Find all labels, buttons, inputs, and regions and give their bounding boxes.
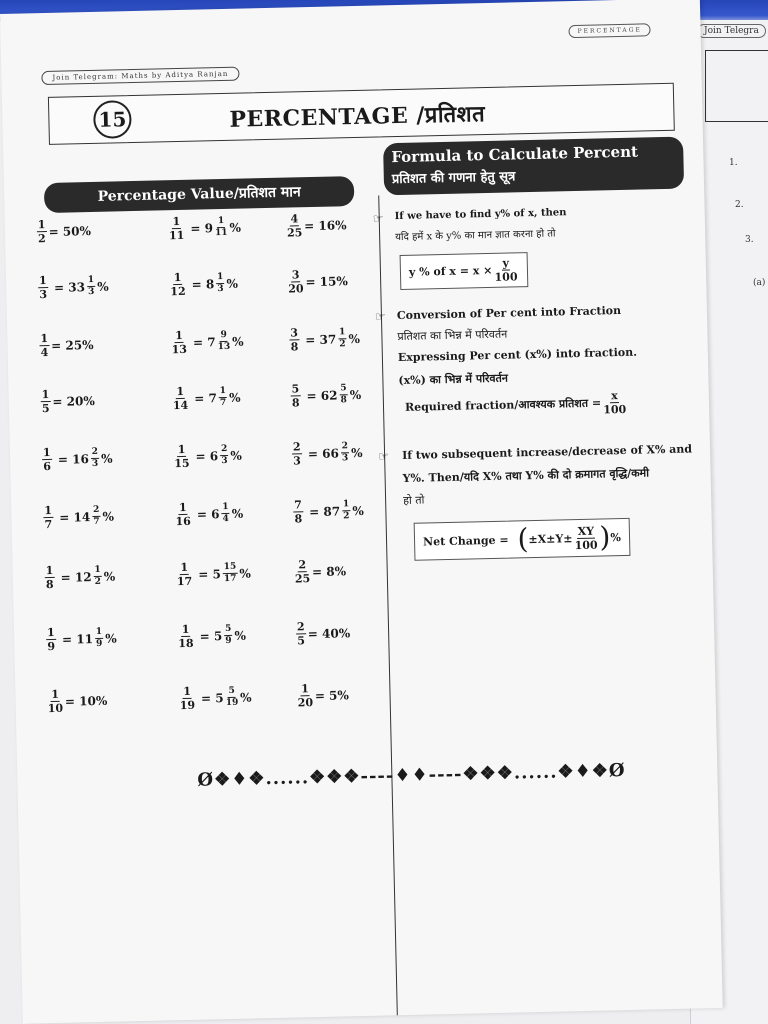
mixed-percent (207, 331, 244, 353)
whole-part: 66 (321, 445, 339, 461)
percent-sign: % (349, 387, 362, 402)
equals-sign: = (54, 509, 74, 525)
percent-denominator: 3 (91, 458, 99, 470)
denominator: 4 (40, 345, 49, 360)
mixed-percent (208, 387, 240, 409)
fraction-cell (40, 446, 113, 473)
percent-fraction (91, 448, 100, 469)
item1-en: If we have to find y% of x, then (394, 207, 567, 223)
percent-numerator: 1 (219, 387, 228, 398)
numerator: 1 (176, 384, 185, 399)
equals-sign: = (303, 446, 323, 461)
fraction-cell (173, 501, 243, 528)
percent-denominator: 7 (93, 516, 100, 528)
numerator: 1 (38, 274, 47, 288)
percent-fraction (224, 625, 233, 646)
percent-sign: % (226, 276, 239, 291)
whole-part: 8 (205, 276, 215, 291)
equals-sign: = (188, 334, 208, 350)
percent-numerator: 1 (95, 628, 104, 639)
percent-sign: % (102, 509, 115, 524)
percent-sign: % (231, 334, 244, 349)
grid-row (36, 268, 377, 336)
percent-numerator: 1 (216, 273, 225, 284)
whole-part: 5 (215, 690, 224, 705)
fraction-cell (285, 212, 347, 238)
mixed-percent (73, 506, 114, 528)
item1-formula-box (400, 252, 529, 290)
fraction-cell (295, 682, 349, 708)
equals-sign: = (302, 388, 321, 403)
next-page-item-2: 2. (735, 200, 744, 210)
numerator: 1 (40, 331, 49, 346)
fraction (46, 627, 56, 652)
fraction-cell (43, 564, 116, 591)
formula-heading-en: Formula to Calculate Percent (391, 142, 639, 167)
equals-sign: = (300, 332, 320, 347)
denominator: 7 (44, 517, 53, 532)
fraction (43, 505, 53, 530)
item3-formula-left: Net Change = (422, 533, 509, 549)
percent-fraction (95, 628, 104, 649)
percent-value: = 10% (64, 693, 108, 709)
fraction (171, 330, 187, 355)
denominator: 6 (43, 459, 52, 474)
denominator: 20 (297, 696, 314, 710)
next-page-item-4: (a) (753, 278, 766, 288)
numerator: 1 (172, 214, 181, 229)
percent-fraction (216, 273, 225, 294)
fraction (47, 689, 63, 714)
mixed-percent (319, 328, 360, 350)
formula-section (372, 197, 742, 556)
denominator: 8 (294, 512, 303, 526)
denominator: 20 (288, 282, 304, 296)
fraction-cell (168, 271, 238, 298)
whole-part: 11 (76, 631, 94, 646)
numerator: 1 (41, 387, 50, 402)
percent-numerator: 9 (219, 331, 228, 342)
numerator: 1 (45, 563, 54, 578)
mixed-percent (215, 686, 252, 708)
numerator: 5 (291, 382, 300, 396)
item2-hi2: (x%) का भिन्न में परिवर्तन (398, 371, 509, 388)
item3-line1: If two subsequent increase/decrease of X% and (401, 442, 693, 462)
item3-frac-den: 100 (574, 538, 598, 552)
whole-part: 6 (210, 506, 220, 521)
percent-numerator: 5 (339, 384, 348, 395)
percent-sign: % (105, 631, 117, 646)
fraction (290, 383, 300, 408)
percent-sign: % (239, 565, 251, 581)
fraction-cell (290, 440, 363, 467)
item1-formula-frac (494, 257, 518, 283)
fraction (175, 502, 191, 527)
percent-denominator: 8 (340, 395, 348, 406)
fraction-cell (35, 218, 92, 244)
fraction (296, 621, 306, 646)
fraction-cell (44, 626, 117, 653)
numerator: 1 (42, 445, 51, 460)
title-box (48, 83, 675, 145)
fraction (179, 686, 195, 711)
denominator: 17 (176, 574, 193, 589)
fraction-cell (169, 329, 244, 356)
fraction-cell (176, 623, 246, 650)
percent-fraction (219, 387, 228, 408)
numerator: 1 (46, 625, 55, 640)
whole-part: 87 (323, 503, 341, 519)
whole-part: 5 (213, 628, 223, 643)
fraction (174, 444, 190, 469)
whole-part: 7 (207, 334, 216, 349)
percent-fraction (92, 506, 101, 527)
percent-sign: % (230, 448, 242, 463)
fraction (39, 333, 49, 358)
denominator: 12 (170, 284, 186, 299)
formula-heading (383, 137, 684, 196)
percent-denominator: 13 (217, 341, 231, 353)
numerator: 3 (291, 268, 300, 282)
fraction-cell (174, 560, 251, 587)
item2-formula-frac (603, 390, 627, 416)
percent-fraction (221, 503, 230, 524)
percent-sign: % (228, 390, 241, 405)
fraction-cell (288, 382, 361, 409)
fraction (292, 441, 302, 466)
percent-denominator: 3 (221, 455, 228, 467)
grid-row (39, 382, 380, 450)
fraction-cell (286, 268, 348, 294)
grid-row (40, 439, 381, 507)
numerator: 1 (180, 560, 189, 575)
denominator: 8 (45, 577, 54, 592)
mixed-percent (214, 625, 246, 647)
left-paren: ( (508, 522, 529, 556)
item3-formula-frac (574, 525, 598, 551)
whole-part: 14 (73, 509, 91, 524)
percent-fraction (225, 687, 238, 708)
percent-sign: % (350, 445, 363, 460)
percent-fraction (87, 276, 96, 297)
fraction-cell (287, 326, 360, 353)
equals-sign: = (193, 566, 213, 582)
equals-sign: = (56, 569, 76, 585)
denominator: 2 (37, 232, 46, 246)
next-page-box (705, 50, 768, 122)
denominator: 16 (175, 514, 192, 529)
fraction (172, 386, 188, 411)
percent-denominator: 11 (215, 227, 228, 239)
denominator: 3 (293, 454, 302, 468)
item2-title: Conversion of Per cent into Fraction (396, 303, 622, 323)
numerator: 2 (296, 620, 305, 634)
equals-sign: = (304, 504, 324, 519)
equals-sign: = (53, 451, 73, 467)
percent-sign: % (352, 503, 364, 518)
whole-part: 33 (68, 279, 86, 295)
formula-heading-hi: प्रतिशत की गणना हेतु सूत्र (391, 169, 516, 188)
fraction (294, 559, 310, 584)
mixed-percent (211, 503, 243, 525)
item3-formula-mid: ±X±Y± (528, 531, 573, 546)
denominator: 19 (179, 698, 196, 713)
denominator: 13 (171, 342, 188, 357)
whole-part: 9 (204, 220, 214, 235)
mixed-percent (322, 442, 363, 464)
numerator: 1 (178, 500, 187, 515)
page-title: PERCENTAGE /प्रतिशत (229, 101, 486, 133)
percent-value: = 8% (311, 563, 347, 579)
next-page-tag: Join Telegra (697, 24, 766, 38)
numerator: 1 (183, 684, 192, 699)
percent-fraction (223, 563, 238, 584)
fraction-cell (167, 215, 242, 242)
percent-fraction (339, 384, 348, 405)
fraction-cell (45, 688, 107, 714)
mixed-percent (204, 217, 241, 239)
percent-denominator: 19 (225, 697, 239, 709)
equals-sign: = (195, 628, 215, 644)
fraction (169, 216, 185, 241)
equals-sign: = (192, 506, 212, 522)
bullet-icon: ☞ (372, 211, 384, 226)
fraction (293, 499, 303, 524)
fraction (288, 269, 304, 294)
item2-frac-num: x (611, 389, 618, 403)
percent-sign: % (348, 331, 361, 346)
percent-numerator: 1 (338, 328, 347, 339)
percent-numerator: 1 (217, 217, 226, 228)
mixed-percent (210, 445, 242, 467)
percentage-grid (35, 212, 375, 716)
percent-sign: % (103, 569, 116, 584)
fraction-cell (291, 498, 364, 525)
numerator: 1 (175, 328, 183, 343)
percent-fraction (341, 442, 350, 463)
denominator: 25 (294, 572, 311, 586)
equals-sign: = (191, 448, 210, 464)
percent-numerator: 5 (224, 625, 233, 636)
denominator: 15 (174, 456, 190, 471)
numerator: 3 (290, 326, 299, 340)
percent-sign: % (240, 689, 252, 705)
percent-numerator: 1 (342, 500, 351, 511)
denominator: 8 (291, 396, 300, 410)
equals-sign: = (57, 631, 77, 647)
percent-numerator: 2 (220, 445, 229, 456)
numerator: 4 (290, 212, 299, 226)
percent-fraction (338, 328, 347, 349)
item2-hi: प्रतिशत का भिन्न में परिवर्तन (397, 327, 508, 344)
percent-numerator: 15 (223, 563, 238, 574)
grid-row (43, 557, 384, 625)
fraction (45, 565, 55, 590)
fraction-cell (37, 332, 94, 358)
fraction (176, 562, 192, 587)
item3-frac-num: XY (577, 524, 595, 538)
item3-formula-right: % (610, 530, 621, 544)
percent-value: = 20% (52, 393, 95, 409)
whole-part: 5 (212, 566, 222, 581)
percent-numerator: 1 (87, 276, 96, 287)
denominator: 18 (178, 636, 194, 651)
grid-row (41, 497, 382, 565)
percent-denominator: 17 (223, 573, 237, 585)
percentage-value-heading: Percentage Value/प्रतिशत मान (44, 176, 355, 213)
percent-denominator: 3 (217, 283, 224, 295)
mixed-percent (68, 276, 109, 298)
item1-frac-den: 100 (494, 270, 518, 284)
fraction-cell (177, 684, 252, 711)
equals-sign: = (196, 690, 216, 706)
fraction (297, 683, 313, 708)
percent-value: = 5% (314, 687, 349, 703)
mixed-percent (212, 562, 251, 584)
percent-denominator: 2 (343, 511, 350, 522)
percent-denominator: 9 (95, 638, 103, 649)
item1-formula-left: y % of x = x × (408, 263, 493, 279)
percent-value: = 50% (48, 223, 92, 239)
telegram-tag: Join Telegram: Maths by Aditya Ranjan (41, 67, 239, 85)
percent-value: = 15% (305, 273, 348, 289)
bullet-icon: ☞ (374, 309, 386, 324)
whole-part: 6 (209, 448, 219, 463)
fraction-cell (36, 274, 109, 301)
percent-numerator: 1 (93, 566, 102, 577)
mixed-percent (75, 566, 116, 588)
numerator: 1 (181, 622, 190, 637)
whole-part: 12 (74, 569, 92, 584)
item2-en: Expressing Per cent (x%) into fraction. (397, 345, 638, 365)
mixed-percent (323, 500, 364, 522)
grid-row (44, 619, 385, 687)
equals-sign: = (189, 390, 209, 406)
fraction-cell (292, 558, 346, 584)
percent-numerator: 2 (92, 506, 101, 517)
percent-sign: % (97, 279, 109, 294)
percent-denominator: 4 (222, 513, 229, 525)
denominator: 10 (47, 701, 64, 716)
fraction (170, 272, 186, 297)
numerator: 1 (177, 442, 186, 457)
denominator: 9 (47, 639, 56, 654)
percent-denominator: 9 (225, 635, 232, 647)
mixed-percent (206, 273, 238, 295)
percent-fraction (215, 217, 228, 238)
whole-part: 16 (72, 451, 90, 466)
fraction (37, 219, 47, 244)
percent-denominator: 3 (87, 286, 95, 298)
header-tag: PERCENTAGE (568, 23, 651, 38)
fraction-cell (39, 388, 96, 414)
fraction (178, 624, 194, 649)
percent-denominator: 7 (219, 397, 227, 409)
numerator: 1 (37, 218, 46, 232)
item2-formula (405, 390, 629, 420)
numerator: 7 (294, 498, 303, 512)
item3-formula-box (414, 518, 631, 561)
percent-fraction (93, 566, 102, 587)
percent-sign: % (234, 628, 247, 643)
whole-part: 62 (320, 387, 338, 403)
percent-value: = 16% (304, 217, 347, 233)
denominator: 8 (290, 340, 299, 354)
equals-sign: = (49, 280, 69, 295)
item2-frac-den: 100 (603, 402, 627, 417)
item1-frac-num: y (502, 256, 510, 270)
percent-numerator: 1 (221, 503, 230, 514)
mixed-percent (76, 628, 117, 650)
percent-sign: % (229, 220, 242, 235)
next-page-item-1: 1. (729, 158, 738, 168)
denominator: 25 (286, 226, 303, 240)
grid-row (45, 681, 386, 749)
denominator: 11 (168, 228, 185, 243)
denominator: 14 (172, 398, 189, 413)
mixed-percent (72, 448, 113, 470)
fraction-cell (41, 504, 114, 531)
whole-part: 7 (208, 390, 218, 405)
percent-value: = 25% (51, 337, 94, 353)
denominator: 3 (39, 288, 48, 302)
percent-sign: % (231, 506, 244, 521)
numerator: 2 (292, 440, 301, 454)
numerator: 1 (44, 503, 53, 518)
bullet-icon: ☞ (377, 449, 390, 464)
fraction (38, 275, 48, 300)
right-paren: ) (599, 520, 611, 554)
percent-numerator: 5 (228, 687, 237, 698)
fraction (289, 327, 299, 352)
numerator: 2 (298, 558, 307, 572)
percent-fraction (217, 331, 230, 352)
percent-denominator: 2 (94, 576, 102, 587)
fraction-cell (170, 385, 240, 412)
percent-denominator: 3 (341, 453, 349, 464)
next-page-item-3: 3. (745, 235, 754, 245)
numerator: 1 (301, 682, 310, 696)
item1-hi: यदि हमें x के y% का मान ज्ञात करना हो तो (395, 228, 556, 244)
mixed-percent (321, 384, 362, 406)
percent-denominator: 2 (339, 339, 346, 350)
equals-sign: = (186, 220, 205, 236)
chapter-number: 15 (93, 100, 132, 139)
percent-numerator: 2 (91, 448, 100, 459)
denominator: 5 (297, 634, 306, 648)
equals-sign: = (187, 276, 207, 292)
item2-formula-left: Required fraction/आवश्यक प्रतिशत = (404, 396, 602, 414)
numerator: 1 (51, 687, 60, 702)
percent-sign: % (100, 451, 113, 466)
percent-numerator: 2 (341, 442, 350, 453)
item3-line3: हो तो (402, 493, 425, 507)
ornament-divider: Ø❖♦❖......❖❖❖----♦♦----❖❖❖......❖♦❖Ø (197, 760, 626, 791)
fraction (42, 447, 52, 472)
fraction (287, 213, 303, 238)
item3-line2: Y%. Then/यदि X% तथा Y% की दो क्रमागत वृद्धि/कमी (402, 466, 650, 485)
percent-value: = 40% (307, 625, 351, 641)
numerator: 1 (173, 270, 182, 285)
fraction-cell (294, 620, 351, 646)
fraction-cell (172, 443, 242, 470)
fraction (41, 389, 51, 414)
denominator: 5 (41, 401, 50, 416)
whole-part: 37 (319, 331, 337, 347)
percent-fraction (342, 500, 351, 521)
percent-fraction (220, 445, 229, 466)
